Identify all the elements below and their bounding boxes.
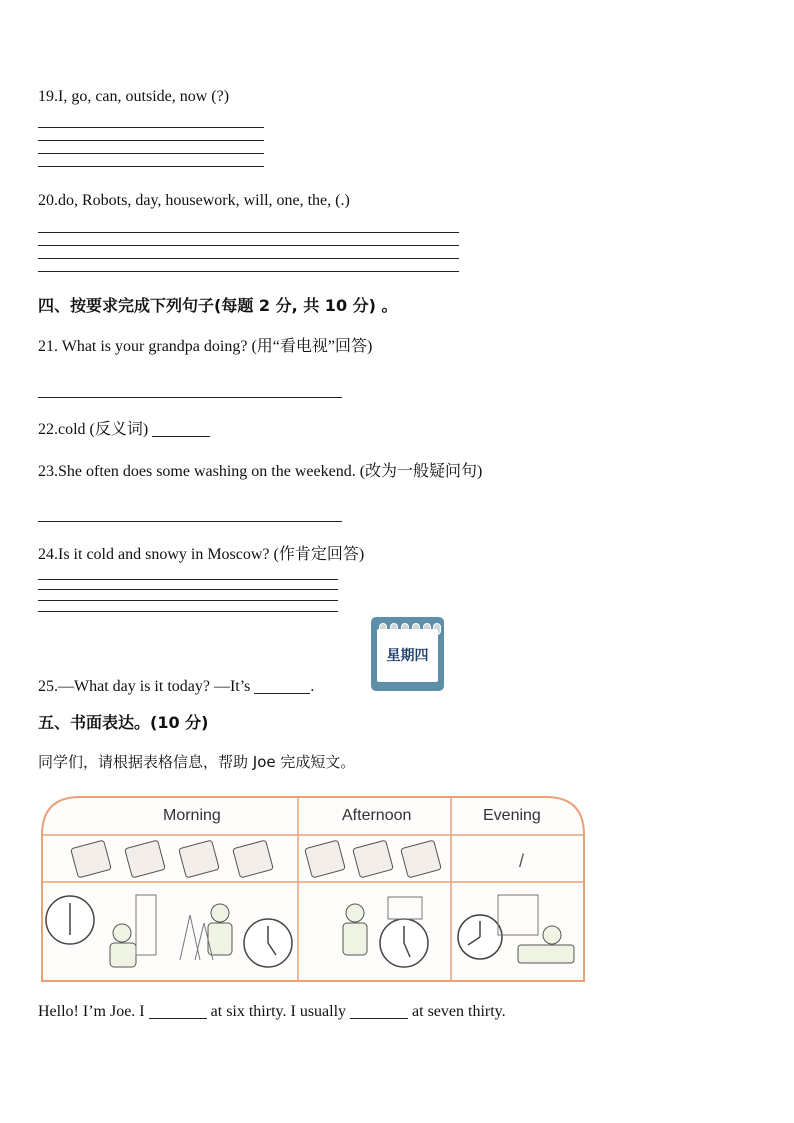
answer-line[interactable]	[38, 232, 459, 233]
answer-line[interactable]	[38, 521, 342, 522]
header-morning: Morning	[163, 807, 221, 824]
answer-line[interactable]	[38, 245, 459, 246]
question-23: 23.She often does some washing on the weekend. (改为一般疑问句)	[38, 463, 483, 480]
answer-blank[interactable]	[149, 1002, 207, 1019]
question-21	[38, 337, 372, 357]
header-evening: Evening	[483, 807, 541, 824]
passage-part-3: at seven thirty.	[412, 1003, 506, 1020]
question-24: 24.Is it cold and snowy in Moscow? (作肯定回答)	[38, 546, 365, 563]
question-21-text: . What is your grandpa doing? (用“看电视”回答)	[54, 338, 373, 355]
answer-line[interactable]	[38, 600, 338, 601]
answer-blank[interactable]	[350, 1002, 408, 1019]
passage-part-1: Hello! I’m Joe. I	[38, 1003, 145, 1020]
answer-blank[interactable]	[254, 677, 310, 694]
answer-line[interactable]	[38, 258, 459, 259]
question-19: 19.I, go, can, outside, now (?)	[38, 88, 230, 105]
question-20: 20.do, Robots, day, housework, will, one, the, (.)	[38, 192, 350, 209]
answer-blank[interactable]	[152, 420, 210, 437]
section-5-instruction: 同学们，请根据表格信息，帮助 Joe 完成短文。	[38, 753, 356, 771]
schedule-table	[40, 795, 586, 983]
answer-line[interactable]	[38, 127, 264, 128]
answer-line[interactable]	[38, 579, 338, 580]
answer-line[interactable]	[38, 589, 338, 590]
answer-line[interactable]	[38, 271, 459, 272]
calendar-label: 星期四	[386, 648, 429, 664]
question-25-period: .	[310, 678, 315, 695]
answer-line[interactable]	[38, 397, 342, 398]
question-22	[38, 420, 210, 440]
answer-line[interactable]	[38, 140, 264, 141]
book-icon	[305, 840, 442, 878]
section-4-heading: 四、按要求完成下列句子(每题 2 分, 共 10 分) 。	[38, 296, 398, 315]
answer-line[interactable]	[38, 611, 338, 612]
section-5-heading: 五、书面表达。(10 分)	[38, 713, 209, 732]
header-afternoon: Afternoon	[342, 807, 412, 824]
question-25	[38, 677, 314, 697]
question-25-text: 25.—What day is it today? —It’s	[38, 678, 251, 695]
evening-no-book-mark: /	[519, 851, 525, 871]
question-21-number: 21	[38, 338, 54, 355]
passage-part-2: at six thirty. I usually	[210, 1003, 347, 1020]
calendar-icon	[371, 617, 444, 691]
calendar-page	[377, 629, 438, 682]
answer-line[interactable]	[38, 166, 264, 167]
answer-line[interactable]	[38, 153, 264, 154]
question-22-text: 22.cold (反义词)	[38, 421, 149, 438]
passage	[38, 1002, 506, 1022]
